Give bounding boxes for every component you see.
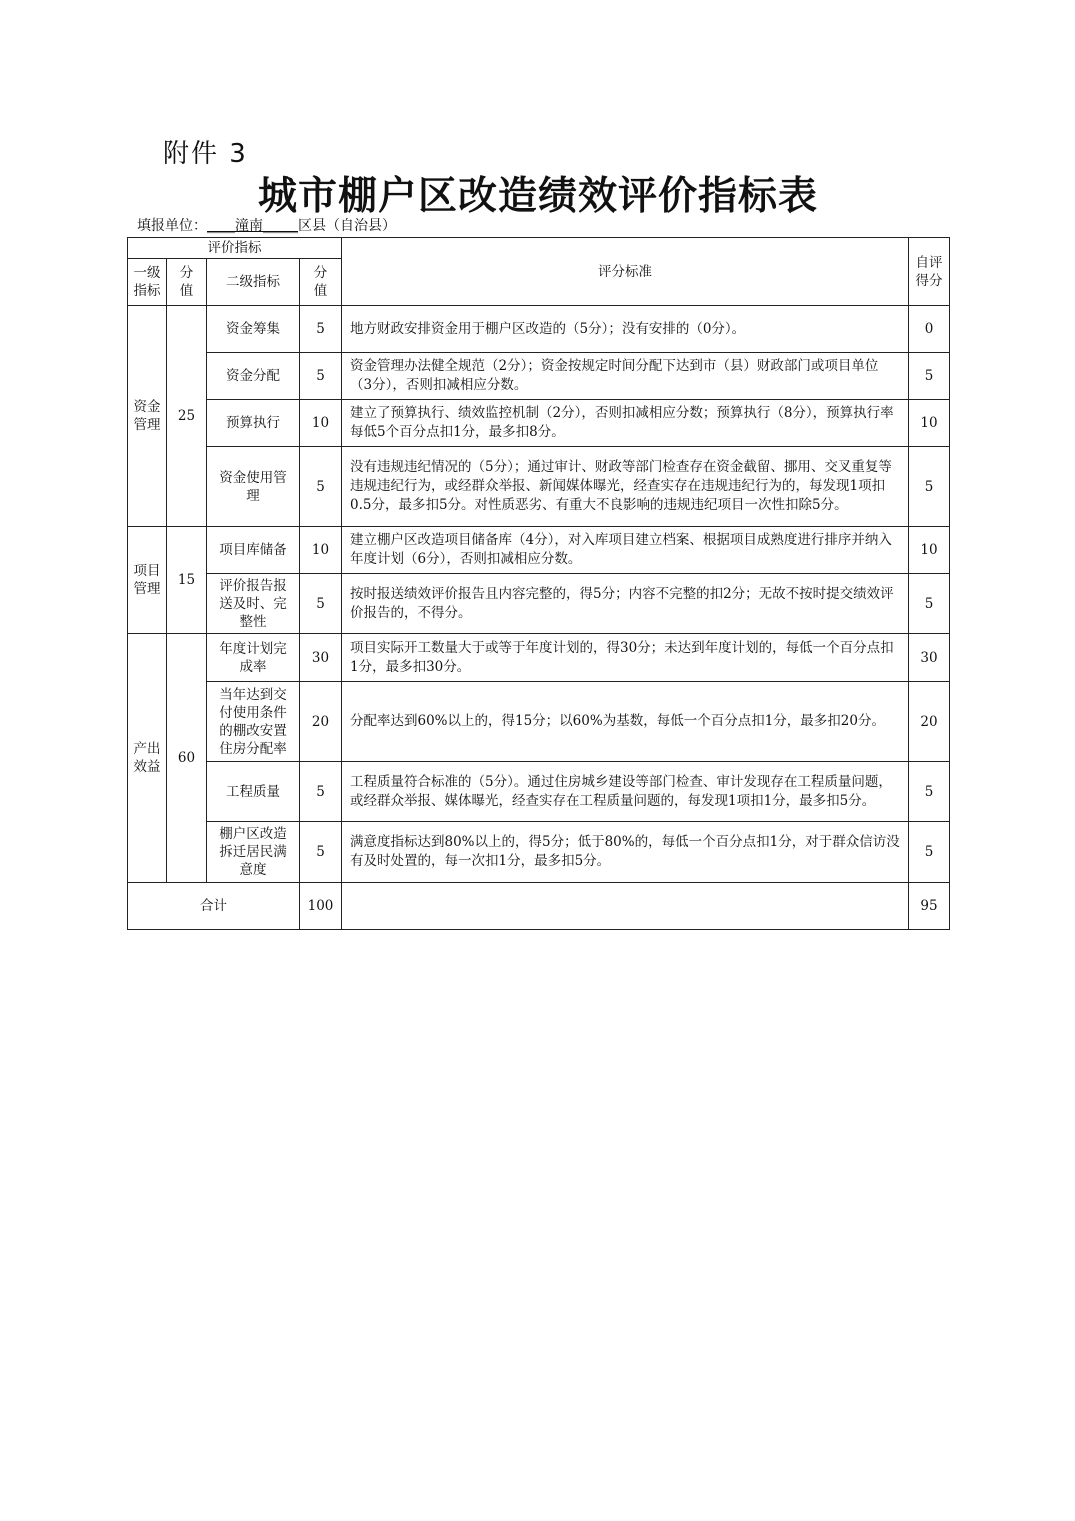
- fill-unit-label: 填报单位：: [137, 218, 207, 234]
- item-name: [207, 762, 300, 822]
- item-self-score: 20: [909, 682, 950, 762]
- item-name-text: 评价报告报 送及时、完 整性: [219, 577, 287, 630]
- item-name: [207, 527, 300, 574]
- table-row: [128, 306, 950, 353]
- table-row: [128, 527, 950, 574]
- item-name-text: 资金分配: [226, 368, 280, 384]
- item-name-text: 预算执行: [226, 415, 280, 431]
- header-level1-text: 一级 指标: [133, 265, 161, 299]
- item-criteria: 分配率达到60%以上的，得15分；以60%为基数，每低一个百分点扣1分，最多扣20分。: [342, 682, 909, 762]
- item-self-score: 5: [909, 447, 950, 527]
- item-name-text: 资金使用管 理: [219, 469, 287, 504]
- item-criteria: 满意度指标达到80%以上的，得5分；低于80%的，每低一个百分点扣1分，对于群众信访没有及时处置的，每一次扣1分，最多扣5分。: [342, 822, 909, 883]
- item-name: [207, 822, 300, 883]
- item-name: [207, 447, 300, 527]
- item-score: 10: [300, 527, 342, 574]
- item-name-text: 资金筹集: [226, 321, 280, 337]
- header-indicator-group: 评价指标: [128, 238, 342, 259]
- item-score: 30: [300, 634, 342, 682]
- header-self-score: [909, 238, 950, 306]
- table-row: [128, 634, 950, 682]
- table-row: [128, 447, 950, 527]
- total-label: 合计: [128, 883, 300, 930]
- header-criteria: 评分标准: [342, 238, 909, 306]
- item-name: [207, 306, 300, 353]
- item-name: [207, 682, 300, 762]
- total-criteria: [342, 883, 909, 930]
- item-score: 5: [300, 574, 342, 634]
- item-criteria: 项目实际开工数量大于或等于年度计划的，得30分；未达到年度计划的，每低一个百分点扣1分，最多扣30分。: [342, 634, 909, 682]
- total-row: [128, 883, 950, 930]
- item-criteria: 工程质量符合标准的（5分）。通过住房城乡建设等部门检查、审计发现存在工程质量问题，或经群众举报、媒体曝光，经查实存在工程质量问题的，每发现1项扣1分，最多扣5分。: [342, 762, 909, 822]
- item-name-text: 工程质量: [226, 783, 280, 800]
- item-self-score: 5: [909, 762, 950, 822]
- item-criteria: 建立了预算执行、绩效监控机制（2分），否则扣减相应分数；预算执行（8分），预算执行率每低5个百分点扣1分，最多扣8分。: [342, 400, 909, 447]
- header-self-score-text: 自评 得分: [915, 254, 943, 289]
- table-row: [128, 400, 950, 447]
- total-self-score: 95: [909, 883, 950, 930]
- item-score: 5: [300, 762, 342, 822]
- item-self-score: 10: [909, 527, 950, 574]
- item-self-score: 5: [909, 353, 950, 400]
- table-row: [128, 574, 950, 634]
- group-name-text: 资金 管理: [133, 399, 161, 433]
- group-name-text: 项目 管理: [133, 563, 161, 597]
- table-row: [128, 353, 950, 400]
- item-criteria: 按时报送绩效评价报告且内容完整的，得5分；内容不完整的扣2分；无故不按时提交绩效评价报告的，不得分。: [342, 574, 909, 634]
- item-criteria: 没有违规违纪情况的（5分）；通过审计、财政等部门检查存在资金截留、挪用、交叉重复等违规违纪行为，或经群众举报、新闻媒体曝光，经查实存在违规违纪行为的，每发现1项扣0.5分，最多扣5分。对性质恶劣、有重大不良影响的违规违纪项目一次性扣除5分。: [342, 447, 909, 527]
- item-name-text: 年度计划完 成率: [219, 640, 287, 675]
- header-level2: 二级指标: [207, 259, 300, 306]
- header-score1-text: 分 值: [179, 265, 194, 299]
- item-score: 5: [300, 353, 342, 400]
- table-row: [128, 762, 950, 822]
- header-score2: [300, 259, 342, 306]
- item-score: 5: [300, 822, 342, 883]
- item-name: [207, 353, 300, 400]
- item-score: 10: [300, 400, 342, 447]
- item-name-text: 项目库储备: [219, 542, 287, 558]
- table-row: [128, 682, 950, 762]
- item-self-score: 0: [909, 306, 950, 353]
- item-criteria: 地方财政安排资金用于棚户区改造的（5分）；没有安排的（0分）。: [342, 306, 909, 353]
- group-score: 15: [167, 527, 207, 634]
- fill-unit-line: [137, 215, 396, 235]
- item-score: 5: [300, 447, 342, 527]
- group-name: [128, 634, 167, 883]
- item-score: 5: [300, 306, 342, 353]
- item-self-score: 30: [909, 634, 950, 682]
- item-name: [207, 400, 300, 447]
- item-name: [207, 634, 300, 682]
- item-name: [207, 574, 300, 634]
- header-level1: [128, 259, 167, 306]
- total-score: 100: [300, 883, 342, 930]
- table-row: [128, 822, 950, 883]
- item-criteria: 建立棚户区改造项目储备库（4分），对入库项目建立档案、根据项目成熟度进行排序并纳入年度计划（6分），否则扣减相应分数。: [342, 527, 909, 574]
- fill-unit-suffix: 区县（自治县）: [298, 218, 396, 234]
- item-score: 20: [300, 682, 342, 762]
- item-name-text: 当年达到交 付使用条件 的棚改安置 住房分配率: [219, 686, 287, 757]
- item-name-text: 棚户区改造 拆迁居民满 意度: [219, 826, 287, 878]
- fill-unit-name: ____潼南_____: [207, 218, 298, 234]
- document-title: 城市棚户区改造绩效评价指标表: [257, 173, 818, 219]
- item-self-score: 10: [909, 400, 950, 447]
- group-name-text: 产出 效益: [133, 741, 161, 775]
- item-criteria: 资金管理办法健全规范（2分）；资金按规定时间分配下达到市（县）财政部门或项目单位（3分），否则扣减相应分数。: [342, 353, 909, 400]
- item-self-score: 5: [909, 822, 950, 883]
- group-score: 60: [167, 634, 207, 883]
- attachment-label: 附件 3: [163, 139, 248, 169]
- header-row-1: [128, 238, 950, 259]
- evaluation-table-body: [128, 238, 950, 930]
- evaluation-table: [127, 237, 950, 930]
- group-name: [128, 527, 167, 634]
- item-self-score: 5: [909, 574, 950, 634]
- header-score2-text: 分 值: [313, 265, 328, 299]
- group-name: [128, 306, 167, 527]
- group-score: 25: [167, 306, 207, 527]
- header-score1: [167, 259, 207, 306]
